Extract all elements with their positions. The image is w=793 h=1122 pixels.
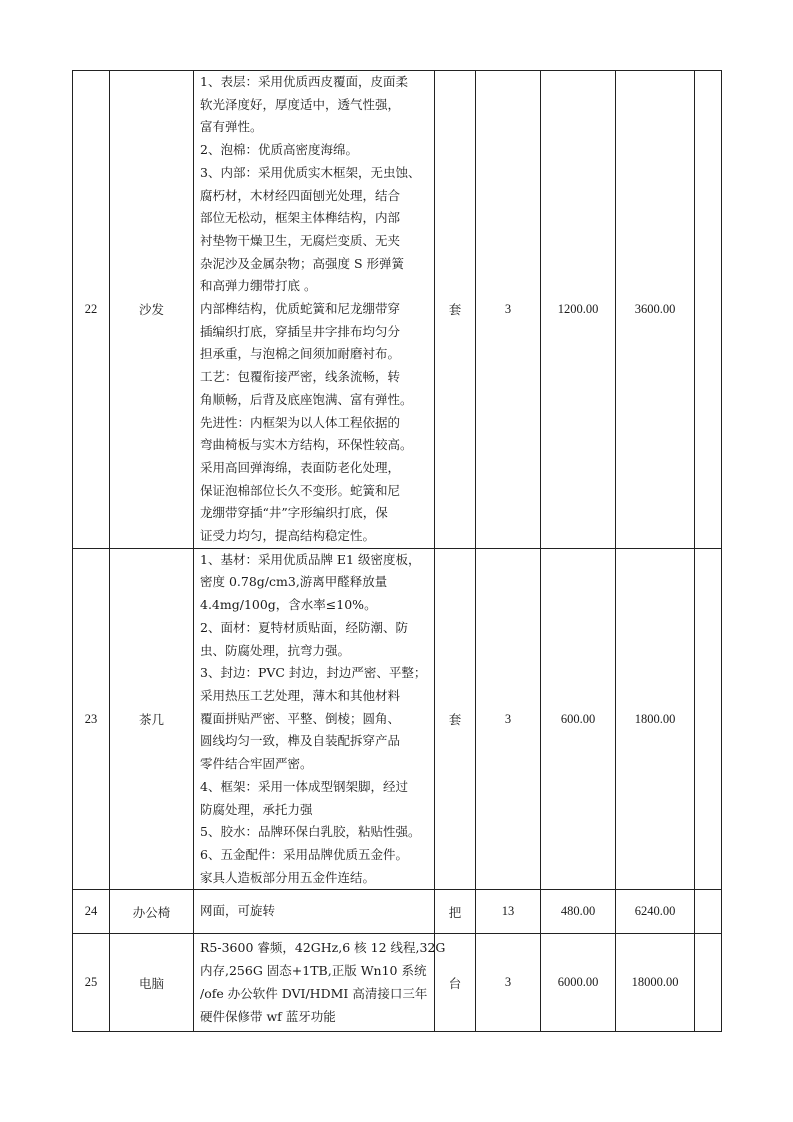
spec-line: 3、内部：采用优质实木框架，无虫蚀、 [200,164,421,180]
quantity: 3 [476,934,541,1032]
spec-line: 网面，可旋转 [200,903,276,919]
row-number: 25 [73,934,110,1032]
spec-line: 硬件保修带 wf 蓝牙功能 [200,1008,336,1024]
unit-price: 1200.00 [541,71,616,549]
spec-line: 1、基材：采用优质品牌 E1 级密度板， [200,551,421,567]
item-specification [194,548,435,890]
spec-line: 防腐处理，承托力强 [200,801,313,817]
quantity: 3 [476,548,541,890]
spec-line: R5-3600 睿频，42GHz,6 核 12 线程,32G [200,940,446,956]
remark [695,71,722,549]
quantity: 13 [476,890,541,934]
spec-line: 证受力均匀，提高结构稳定性。 [200,528,376,544]
spec-line: 家具人造板部分用五金件连结。 [200,869,376,885]
spec-line: 密度 0.78g/cm3,游离甲醛释放量 [200,574,388,590]
unit: 把 [435,890,476,934]
spec-line: 4.4mg/100g，含水率≤10%。 [200,597,377,613]
item-name: 沙发 [110,71,194,549]
spec-line: 4、框架：采用一体成型钢架脚，经过 [200,778,408,794]
spec-line: 1、表层：采用优质西皮覆面，皮面柔 [200,74,408,89]
spec-line: 衬垫物干燥卫生，无腐烂变质、无夹 [200,232,401,248]
total-price: 3600.00 [616,71,695,549]
spec-line: 先进性：内框架为以人体工程依据的 [200,414,401,430]
spec-line: 角顺畅，后背及底座饱满、富有弹性。 [200,391,413,407]
spec-line: 弯曲椅板与实木方结构，环保性较高。 [200,437,413,453]
spec-line: /ofe 办公软件 DVI/HDMI 高清接口三年 [200,985,428,1001]
remark [695,934,722,1032]
spec-line: 采用热压工艺处理，薄木和其他材料 [200,687,401,703]
spec-line: 杂泥沙及金属杂物；高强度 S 形弹簧 [200,255,405,271]
spec-line: 圆线均匀一致，榫及自装配拆穿产品 [200,733,401,749]
item-name: 电脑 [110,934,194,1032]
spec-line: 保证泡棉部位长久不变形。蛇簧和尼 [200,482,401,498]
spec-line: 零件结合牢固严密。 [200,756,313,772]
spec-line: 3、封边：PVC 封边，封边严密、平整； [200,665,427,681]
spec-line: 内部榫结构，优质蛇簧和尼龙绷带穿 [200,301,401,317]
table-row [73,934,722,1032]
unit: 套 [435,71,476,549]
unit: 台 [435,934,476,1032]
spec-line: 2、面材：夏特材质贴面，经防潮、防 [200,619,408,635]
item-name: 办公椅 [110,890,194,934]
spec-line: 部位无松动，框架主体榫结构，内部 [200,210,401,226]
quantity: 3 [476,71,541,549]
total-price: 1800.00 [616,548,695,890]
spec-line: 担承重，与泡棉之间须加耐磨衬布。 [200,346,401,362]
unit-price: 6000.00 [541,934,616,1032]
spec-line: 覆面拼贴严密、平整、倒棱；圆角、 [200,710,401,726]
table-row [73,548,722,890]
table-row [73,890,722,934]
product-spec-table [72,70,722,1032]
remark [695,890,722,934]
spec-line: 工艺：包覆衔接严密，线条流畅，转 [200,369,401,385]
total-price: 18000.00 [616,934,695,1032]
table-row [73,71,722,549]
remark [695,548,722,890]
item-specification [194,934,446,1032]
spec-line: 龙绷带穿插“井”字形编织打底，保 [200,505,388,521]
row-number: 22 [73,71,110,549]
spec-line: 和高弹力绷带打底 。 [200,278,317,294]
unit-price: 600.00 [541,548,616,890]
spec-line: 插编织打底，穿插呈井字排布均匀分 [200,323,401,339]
row-number: 24 [73,890,110,934]
unit: 套 [435,548,476,890]
spec-line: 采用高回弹海绵，表面防老化处理， [200,459,401,475]
spec-line: 6、五金配件：采用品牌优质五金件。 [200,846,408,862]
spec-line: 软光泽度好，厚度适中，透气性强， [200,96,401,112]
row-number: 23 [73,548,110,890]
spec-line: 富有弹性。 [200,119,263,135]
spec-line: 2、泡棉：优质高密度海绵。 [200,142,358,158]
spec-line: 腐朽材，木材经四面刨光处理，结合 [200,187,401,203]
spec-line: 5、胶水：品牌环保白乳胶，粘贴性强。 [200,824,421,840]
item-specification [194,890,435,934]
spec-line: 内存,256G 固态+1TB,正版 Wn10 系统 [200,963,427,979]
item-specification [194,71,435,549]
unit-price: 480.00 [541,890,616,934]
total-price: 6240.00 [616,890,695,934]
item-name: 茶几 [110,548,194,890]
spec-line: 虫、防腐处理，抗弯力强。 [200,642,351,658]
